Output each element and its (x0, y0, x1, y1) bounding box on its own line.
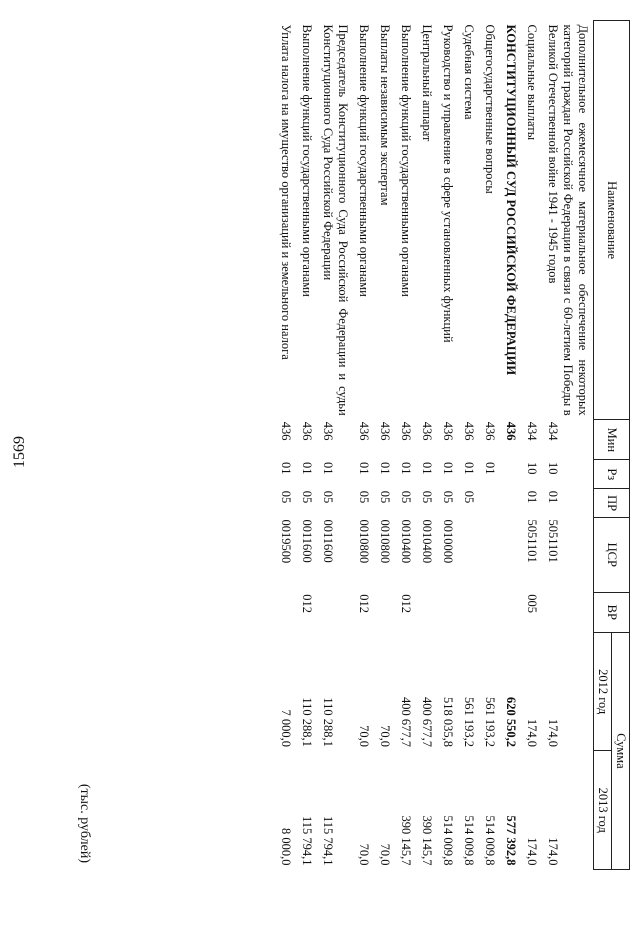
row-rz: 01 (279, 461, 293, 475)
row-vr (374, 592, 395, 632)
row-rz: 01 (483, 461, 497, 475)
row-2013: 390 145,7 (420, 815, 434, 866)
row-2012: 400 677,7 (399, 696, 413, 747)
row-rz: 01 (321, 461, 335, 475)
row-rz: 10 (546, 461, 560, 475)
row-2013: 8 000,0 (279, 828, 293, 866)
table-row (542, 21, 594, 870)
row-pr: 05 (300, 490, 314, 504)
row-2012: 400 677,7 (420, 696, 434, 747)
row-min: 436 (483, 421, 497, 441)
row-csr: 5051101 (525, 519, 539, 563)
row-min: 436 (441, 421, 455, 441)
row-csr (479, 517, 500, 592)
row-csr: 0010800 (357, 519, 371, 564)
header-sum: Сумма (612, 632, 630, 869)
row-csr: 0010400 (420, 519, 434, 564)
row-vr (275, 592, 296, 632)
row-csr (458, 517, 479, 592)
row-vr (458, 592, 479, 632)
table-row (437, 21, 458, 870)
row-vr: 005 (525, 594, 539, 613)
row-pr: 01 (546, 490, 560, 504)
row-name: Руководство и управление в сфере установленных функций (441, 24, 455, 343)
row-vr (479, 592, 500, 632)
row-rz: 01 (399, 461, 413, 475)
table-row (374, 21, 395, 870)
row-rz: 01 (462, 461, 476, 475)
row-vr (437, 592, 458, 632)
row-rz: 01 (357, 461, 371, 475)
row-csr: 0010000 (441, 519, 455, 564)
row-min: 436 (399, 421, 413, 441)
budget-table (275, 20, 630, 870)
row-2013: 514 009,8 (462, 815, 476, 866)
row-2012: 174,0 (525, 718, 539, 747)
row-csr: 0011600 (321, 519, 335, 563)
row-2012: 70,0 (357, 725, 371, 747)
row-name: Дополнительное ежемесячное материальное обеспечение некоторых категорий граждан Российской Федерации в связи с 60-летием Победы в Великой Отечественной войне 1941 - 1945 годов (546, 24, 590, 416)
row-name: Выполнение функций государственными органами (300, 24, 314, 297)
row-vr: 012 (399, 594, 413, 613)
row-min: 436 (504, 421, 518, 441)
row-pr (500, 489, 521, 518)
row-min: 436 (321, 421, 335, 441)
row-pr: 05 (279, 490, 293, 504)
row-min: 434 (525, 421, 539, 441)
row-2012: 70,0 (378, 725, 392, 747)
row-min: 436 (462, 421, 476, 441)
row-name: Центральный аппарат (420, 24, 434, 142)
row-min: 436 (279, 421, 293, 441)
row-rz: 01 (378, 461, 392, 475)
row-csr: 0010400 (399, 519, 413, 564)
row-pr: 01 (525, 490, 539, 504)
row-csr (500, 517, 521, 592)
row-2013: 514 009,8 (483, 815, 497, 866)
row-pr: 05 (462, 490, 476, 504)
row-pr: 05 (420, 490, 434, 504)
row-name: Выполнение функций государственными органами (357, 24, 371, 297)
row-name: Уплата налога на имущество организаций и земельного налога (279, 24, 293, 360)
row-2012: 561 193,2 (462, 696, 476, 747)
table-row (317, 21, 353, 870)
table-row (353, 21, 374, 870)
row-pr: 05 (441, 490, 455, 504)
row-name: Общегосударственные вопросы (483, 24, 497, 194)
table-row (458, 21, 479, 870)
row-2013: 70,0 (378, 843, 392, 866)
header-2012: 2012 год (594, 632, 612, 750)
header-name: Наименование (594, 21, 630, 420)
table-row (521, 21, 542, 870)
row-vr: 012 (300, 594, 314, 613)
row-rz: 01 (441, 461, 455, 475)
table-row (395, 21, 416, 870)
row-pr: 05 (357, 490, 371, 504)
row-csr: 0010800 (378, 519, 392, 564)
row-rz: 01 (420, 461, 434, 475)
table-row (416, 21, 437, 870)
row-vr: 012 (357, 594, 371, 613)
row-2013: 70,0 (357, 843, 371, 866)
header-rz: Рз (594, 460, 630, 489)
row-min: 436 (300, 421, 314, 441)
row-2012: 110 288,1 (300, 697, 314, 747)
row-rz: 01 (300, 461, 314, 475)
row-pr: 05 (321, 490, 335, 504)
row-vr (317, 592, 353, 632)
row-2013: 577 392,8 (504, 815, 518, 866)
row-name: Выплаты независимым экспертам (378, 24, 392, 206)
row-2012: 7 000,0 (279, 709, 293, 747)
page-number: 1569 (11, 436, 28, 469)
row-min: 436 (357, 421, 371, 441)
units-label: (тыс. рублей) (77, 783, 92, 863)
row-2013: 174,0 (546, 837, 560, 866)
table-row (275, 21, 296, 870)
header-2013: 2013 год (594, 751, 612, 870)
row-min: 436 (420, 421, 434, 441)
row-2012: 561 193,2 (483, 696, 497, 747)
row-name: Выполнение функций государственными органами (399, 24, 413, 297)
row-vr (416, 592, 437, 632)
header-min: Мин (594, 420, 630, 460)
row-name: Председатель Конституционного Суда Российской Федерации и судьи Конституционного Суда Российской Федерации (321, 24, 350, 416)
row-vr (542, 592, 594, 632)
row-2013: 390 145,7 (399, 815, 413, 866)
row-rz: 10 (525, 461, 539, 475)
row-2012: 110 288,1 (321, 697, 335, 747)
header-pr: ПР (594, 489, 630, 518)
row-2013: 115 794,1 (321, 815, 335, 866)
row-2013: 115 794,1 (300, 815, 314, 866)
row-vr (500, 592, 521, 632)
row-csr: 0011600 (300, 519, 314, 563)
row-2012: 620 550,2 (504, 696, 518, 747)
table-wrapper (110, 20, 630, 925)
row-name: Социальные выплаты (525, 24, 539, 141)
row-2012: 174,0 (546, 718, 560, 747)
row-name: Судебная система (462, 24, 476, 120)
row-min: 434 (546, 421, 560, 441)
row-pr: 05 (399, 490, 413, 504)
header-vr: ВР (594, 592, 630, 632)
table-row (500, 21, 521, 870)
table-row (479, 21, 500, 870)
row-min: 436 (378, 421, 392, 441)
row-rz (500, 460, 521, 489)
row-csr: 0019500 (279, 519, 293, 564)
row-2013: 514 009,8 (441, 815, 455, 866)
row-2012: 518 035,8 (441, 696, 455, 747)
row-pr: 05 (378, 490, 392, 504)
row-2013: 174,0 (525, 837, 539, 866)
row-csr: 5051101 (546, 519, 560, 563)
row-name: КОНСТИТУЦИОННЫЙ СУД РОССИЙСКОЙ ФЕДЕРАЦИИ (504, 24, 518, 376)
row-pr (479, 489, 500, 518)
header-csr: ЦСР (594, 517, 630, 592)
table-row (296, 21, 317, 870)
